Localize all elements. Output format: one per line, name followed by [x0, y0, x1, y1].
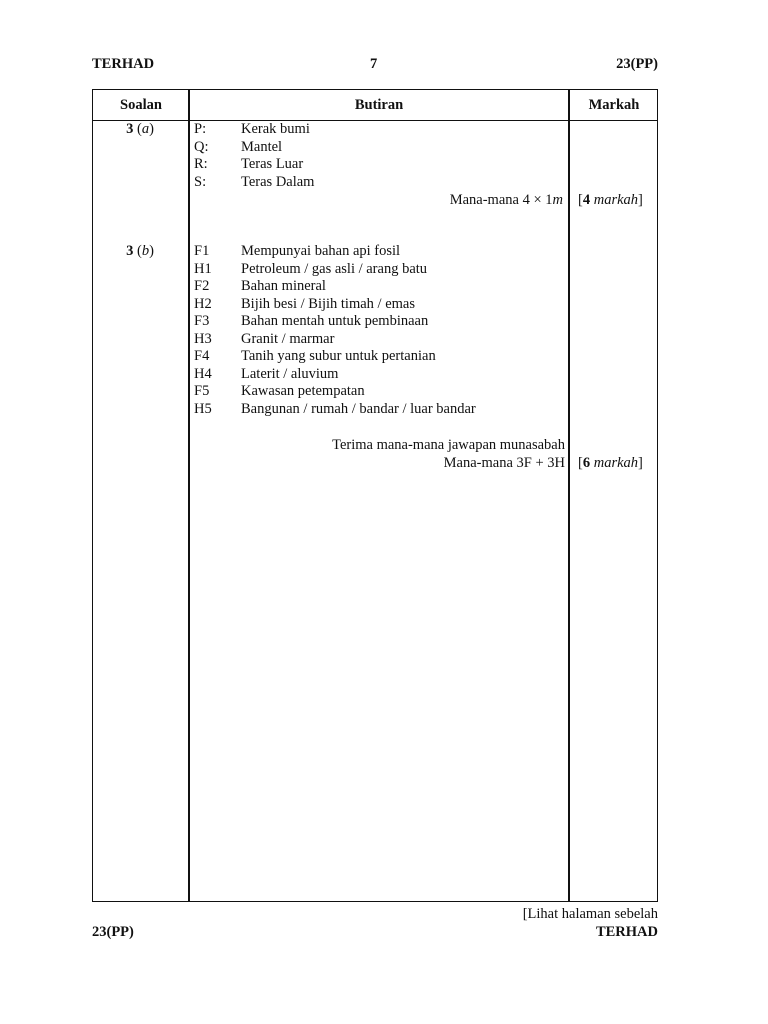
marking-scheme-table	[92, 89, 658, 902]
column-header-butiran: Butiran	[354, 97, 404, 113]
see-next-page-note: [Lihat halaman sebelah	[522, 906, 658, 922]
column-divider	[568, 90, 570, 901]
footer-paper-code: 23(PP)	[92, 924, 134, 940]
header-classification: TERHAD	[92, 56, 155, 72]
footer-classification: TERHAD	[595, 924, 658, 940]
column-header-markah: Markah	[588, 97, 640, 113]
q3b-accept-note: Terima mana-mana jawapan munasabah	[332, 437, 565, 453]
page-number: 7	[370, 56, 378, 72]
q3b-marks: [6 markah]	[578, 455, 643, 471]
q3a-marks: [4 markah]	[578, 192, 643, 208]
q3a-allocation-note: Mana-mana 4 × 1m	[449, 192, 563, 208]
q3b-allocation-note: Mana-mana 3F + 3H	[443, 455, 565, 471]
header-paper-code: 23(PP)	[616, 56, 658, 72]
column-header-soalan: Soalan	[120, 97, 162, 113]
column-divider	[188, 90, 190, 901]
